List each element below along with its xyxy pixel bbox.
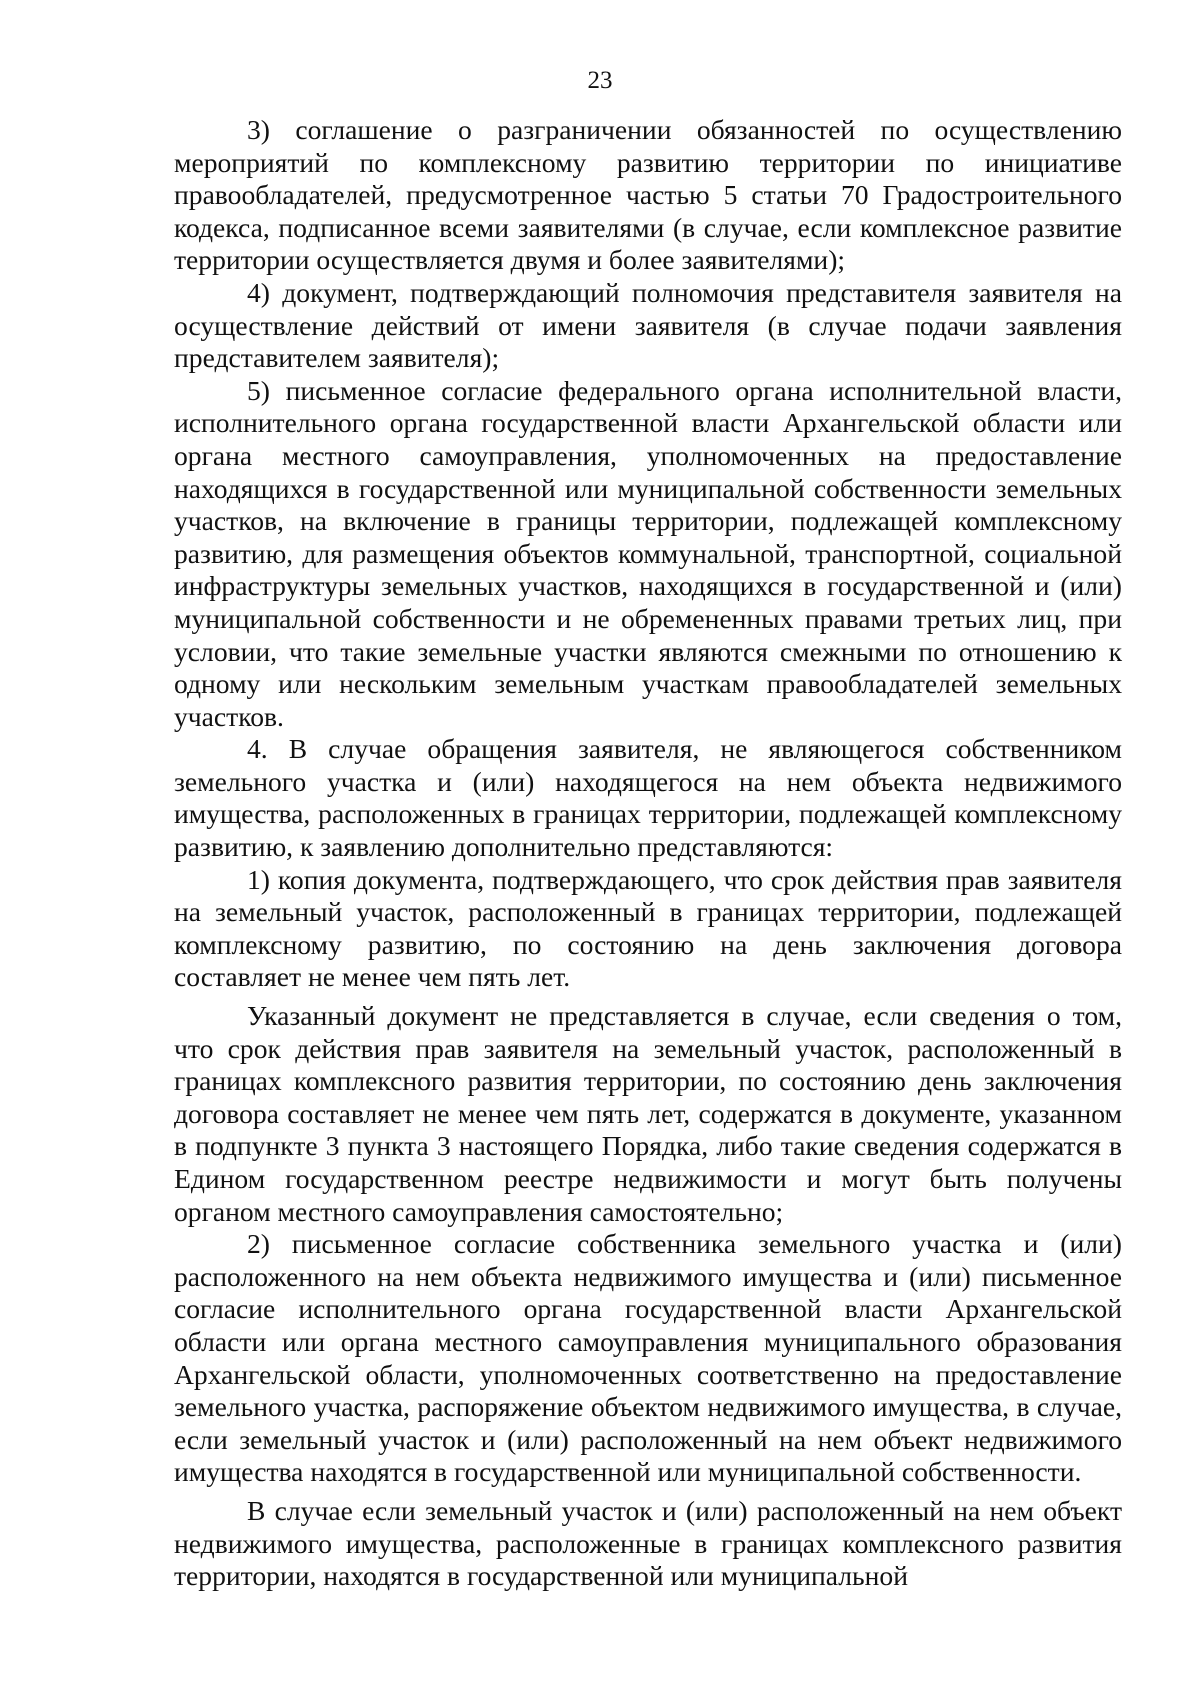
page-number: 23 [587, 67, 613, 94]
document-body [174, 114, 1122, 1593]
paragraph-note: Указанный документ не представляется в случае, если сведения о том, что срок действия прав заявителя на земельный участок, расположенный в границах комплексного развития территории, по состоянию день заключения договора составляет не менее чем пять лет, содержатся в документе, указанном в подпункте 3 пункта 3 настоящего Порядка, либо такие сведения содержатся в Едином государственном реестре недвижимости и могут быть получены органом местного самоуправления самостоятельно; [174, 1000, 1122, 1227]
paragraph-subitem-2: 2) письменное согласие собственника земельного участка и (или) расположенного на нем объекта недвижимого имущества и (или) письменное согласие исполнительного органа государственной власти Архангельской области или органа местного самоуправления муниципального образования Архангельской области, уполномоченных соответственно на предоставление земельного участка, распоряжение объектом недвижимого имущества, в случае, если земельный участок и (или) расположенный на нем объект недвижимого имущества находятся в государственной или муниципальной собственности. [174, 1228, 1122, 1488]
paragraph-subitem-1: 1) копия документа, подтверждающего, что срок действия прав заявителя на земельный участок, расположенный в границах территории, подлежащей комплексному развитию, по состоянию на день заключения договора составляет не менее чем пять лет. [174, 863, 1122, 993]
paragraph-item-4: 4) документ, подтверждающий полномочия представителя заявителя на осуществление действий от имени заявителя (в случае подачи заявления представителем заявителя); [174, 276, 1122, 374]
paragraph-item-5: 5) письменное согласие федерального органа исполнительной власти, исполнительного органа государственной власти Архангельской области или органа местного самоуправления, уполномоченных на предоставление находящихся в государственной или муниципальной собственности земельных участков, на включение в границы территории, подлежащей комплексному развитию, для размещения объектов коммунальной, транспортной, социальной инфраструктуры земельных участков, находящихся в государственной и (или) муниципальной собственности и не обремененных правами третьих лиц, при условии, что такие земельные участки являются смежными по отношению к одному или нескольким земельным участкам правообладателей земельных участков. [174, 374, 1122, 732]
paragraph-section-4: 4. В случае обращения заявителя, не являющегося собственником земельного участка и (или) находящегося на нем объекта недвижимого имущества, расположенных в границах территории, подлежащей комплексному развитию, к заявлению дополнительно представляются: [174, 733, 1122, 863]
paragraph-item-3: 3) соглашение о разграничении обязанностей по осуществлению мероприятий по комплексному развитию территории по инициативе правообладателей, предусмотренное частью 5 статьи 70 Градостроительного кодекса, подписанное всеми заявителями (в случае, если комплексное развитие территории осуществляется двумя и более заявителями); [174, 114, 1122, 276]
paragraph-continuation: В случае если земельный участок и (или) расположенный на нем объект недвижимого имущества, расположенные в границах комплексного развития территории, находятся в государственной или муниципальной [174, 1494, 1122, 1592]
